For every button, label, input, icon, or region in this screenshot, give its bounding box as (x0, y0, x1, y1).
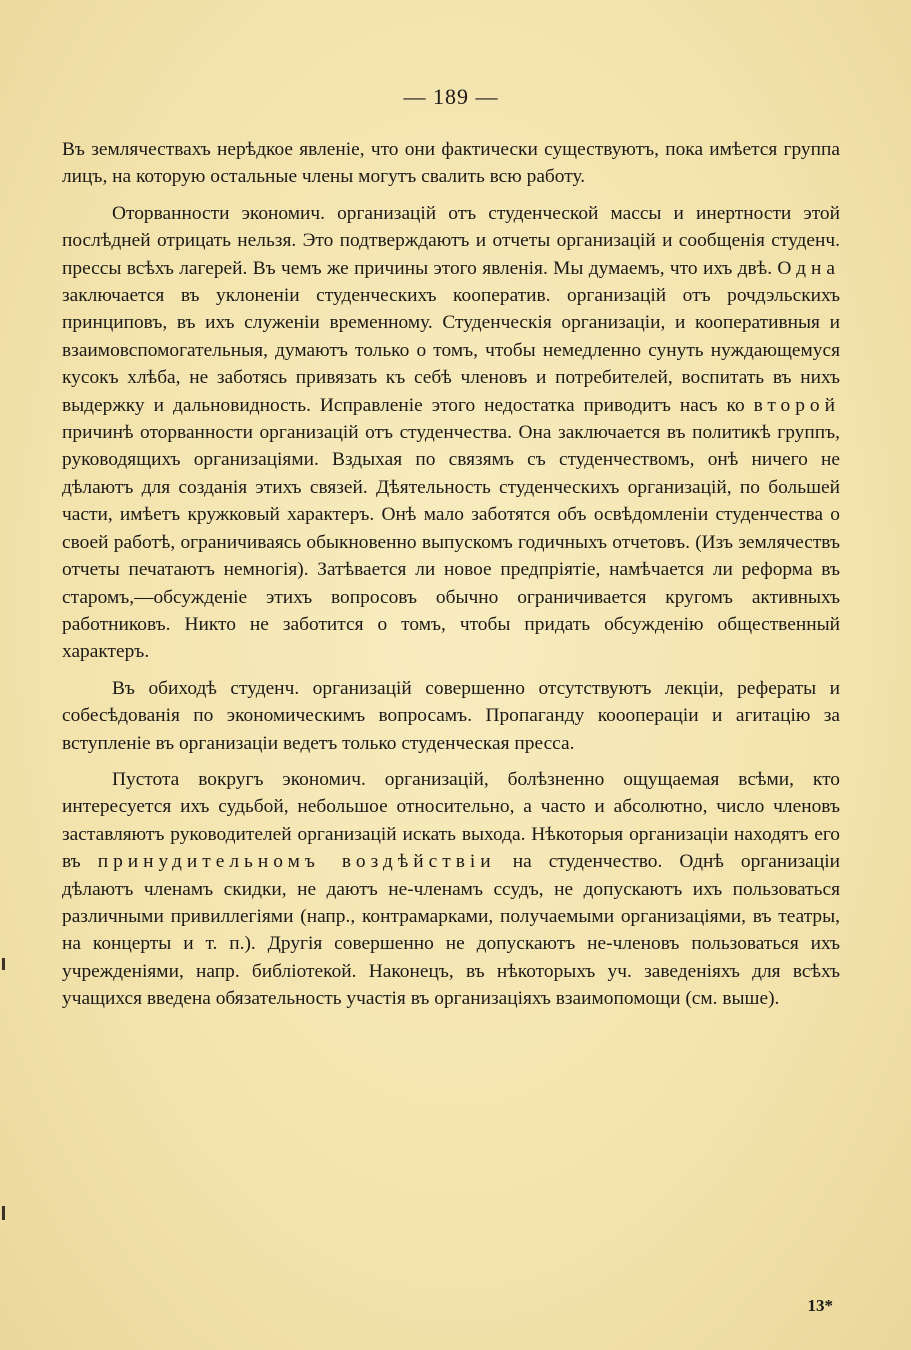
spaced-emphasis: принудительномъ воздѣйствіи (97, 851, 496, 873)
body-text (62, 136, 840, 1013)
paragraph (62, 200, 840, 666)
paragraph (62, 766, 840, 1013)
margin-mark (2, 958, 5, 970)
text-run: причинѣ оторванности организацій отъ студенчества. Она заключается въ политикѣ группъ, руководящихъ организаціями. Вздыхая по связямъ съ студенчествомъ, онѣ ничего не дѣлаютъ для созданія этихъ связей. Дѣятельность студенческихъ организацій, по большей части, имѣетъ кружковый характеръ. Онѣ мало заботятся объ освѣдомленіи студенчества о своей работѣ, ограничиваясь обыкновенно выпускомъ годичныхъ отчетовъ. (Изъ землячествъ отчеты печатаютъ немногія). Затѣвается ли новое предпріятіе, намѣчается ли реформа въ старомъ,—обсужденіе этихъ вопросовъ обычно ограничивается кругомъ активныхъ работниковъ. Никто не заботится о томъ, чтобы придать обсужденію общественный характеръ. (62, 422, 840, 663)
text-run: на студенчество. Однѣ организаціи дѣлаютъ членамъ скидки, не даютъ не-членамъ ссудъ, не допускаютъ ихъ пользоваться различными привиллегіями (напр., контрамарками, получаемыми организаціями, въ театры, на концерты и т. п.). Другія совершенно не допускаютъ не-членовъ пользоваться ихъ учрежденіями, напр. библіотекой. Наконецъ, въ нѣкоторыхъ уч. заведеніяхъ для всѣхъ учащихся введена обязательность участія въ организаціяхъ взаимопомощи (см. выше). (62, 851, 840, 1010)
text-run: Въ обиходѣ студенч. организацій совершенно отсутствуютъ лекціи, рефераты и собесѣдованія по экономическимъ вопросамъ. Пропаганду кооопераціи и агитацію за вступленіе въ организаціи ведетъ только студенческая пресса. (62, 677, 840, 754)
text-run: заключается въ уклоненіи студенческихъ кооператив. организацій отъ рочдэльскихъ принциповъ, въ ихъ служеніи временному. Студенческія организаціи, и кооперативныя и взаимовспомогательныя, думаютъ только о томъ, чтобы немедленно сунуть нуждающемуся кусокъ хлѣба, не заботясь привязать къ себѣ членовъ и потребителей, воспитать въ нихъ выдержку и дальновидность. Исправленіе этого недостатка приводитъ насъ ко (62, 285, 840, 416)
text-run: Пустота вокругъ экономич. организацій, болѣзненно ощущаемая всѣми, кто интересуется ихъ судьбой, небольшое относительно, а часто и абсолютно, число членовъ заставляютъ руководителей организацій искать выхода. Нѣкоторыя организаціи находятъ его въ (62, 768, 840, 873)
page-number: — 189 — (403, 84, 499, 109)
page (62, 84, 840, 1013)
signature-mark: 13* (807, 1296, 833, 1315)
paragraph (62, 136, 840, 191)
spaced-emphasis: Одна (777, 257, 840, 279)
text-run: Въ землячествахъ нерѣдкое явленіе, что они фактически существуютъ, пока имѣется группа лицъ, на которую остальные члены могутъ свалить всю работу. (62, 139, 840, 188)
paragraph (62, 675, 840, 757)
margin-mark (2, 1206, 5, 1220)
text-run: Оторванности экономич. организацій отъ студенческой массы и инертности этой послѣдней отрицать нельзя. Это подтверждаютъ и отчеты организацій и сообщенія студенч. прессы всѣхъ лагерей. Въ чемъ же причины этого явленія. Мы думаемъ, что ихъ двѣ. (62, 202, 840, 279)
spaced-emphasis: второй (753, 394, 840, 416)
